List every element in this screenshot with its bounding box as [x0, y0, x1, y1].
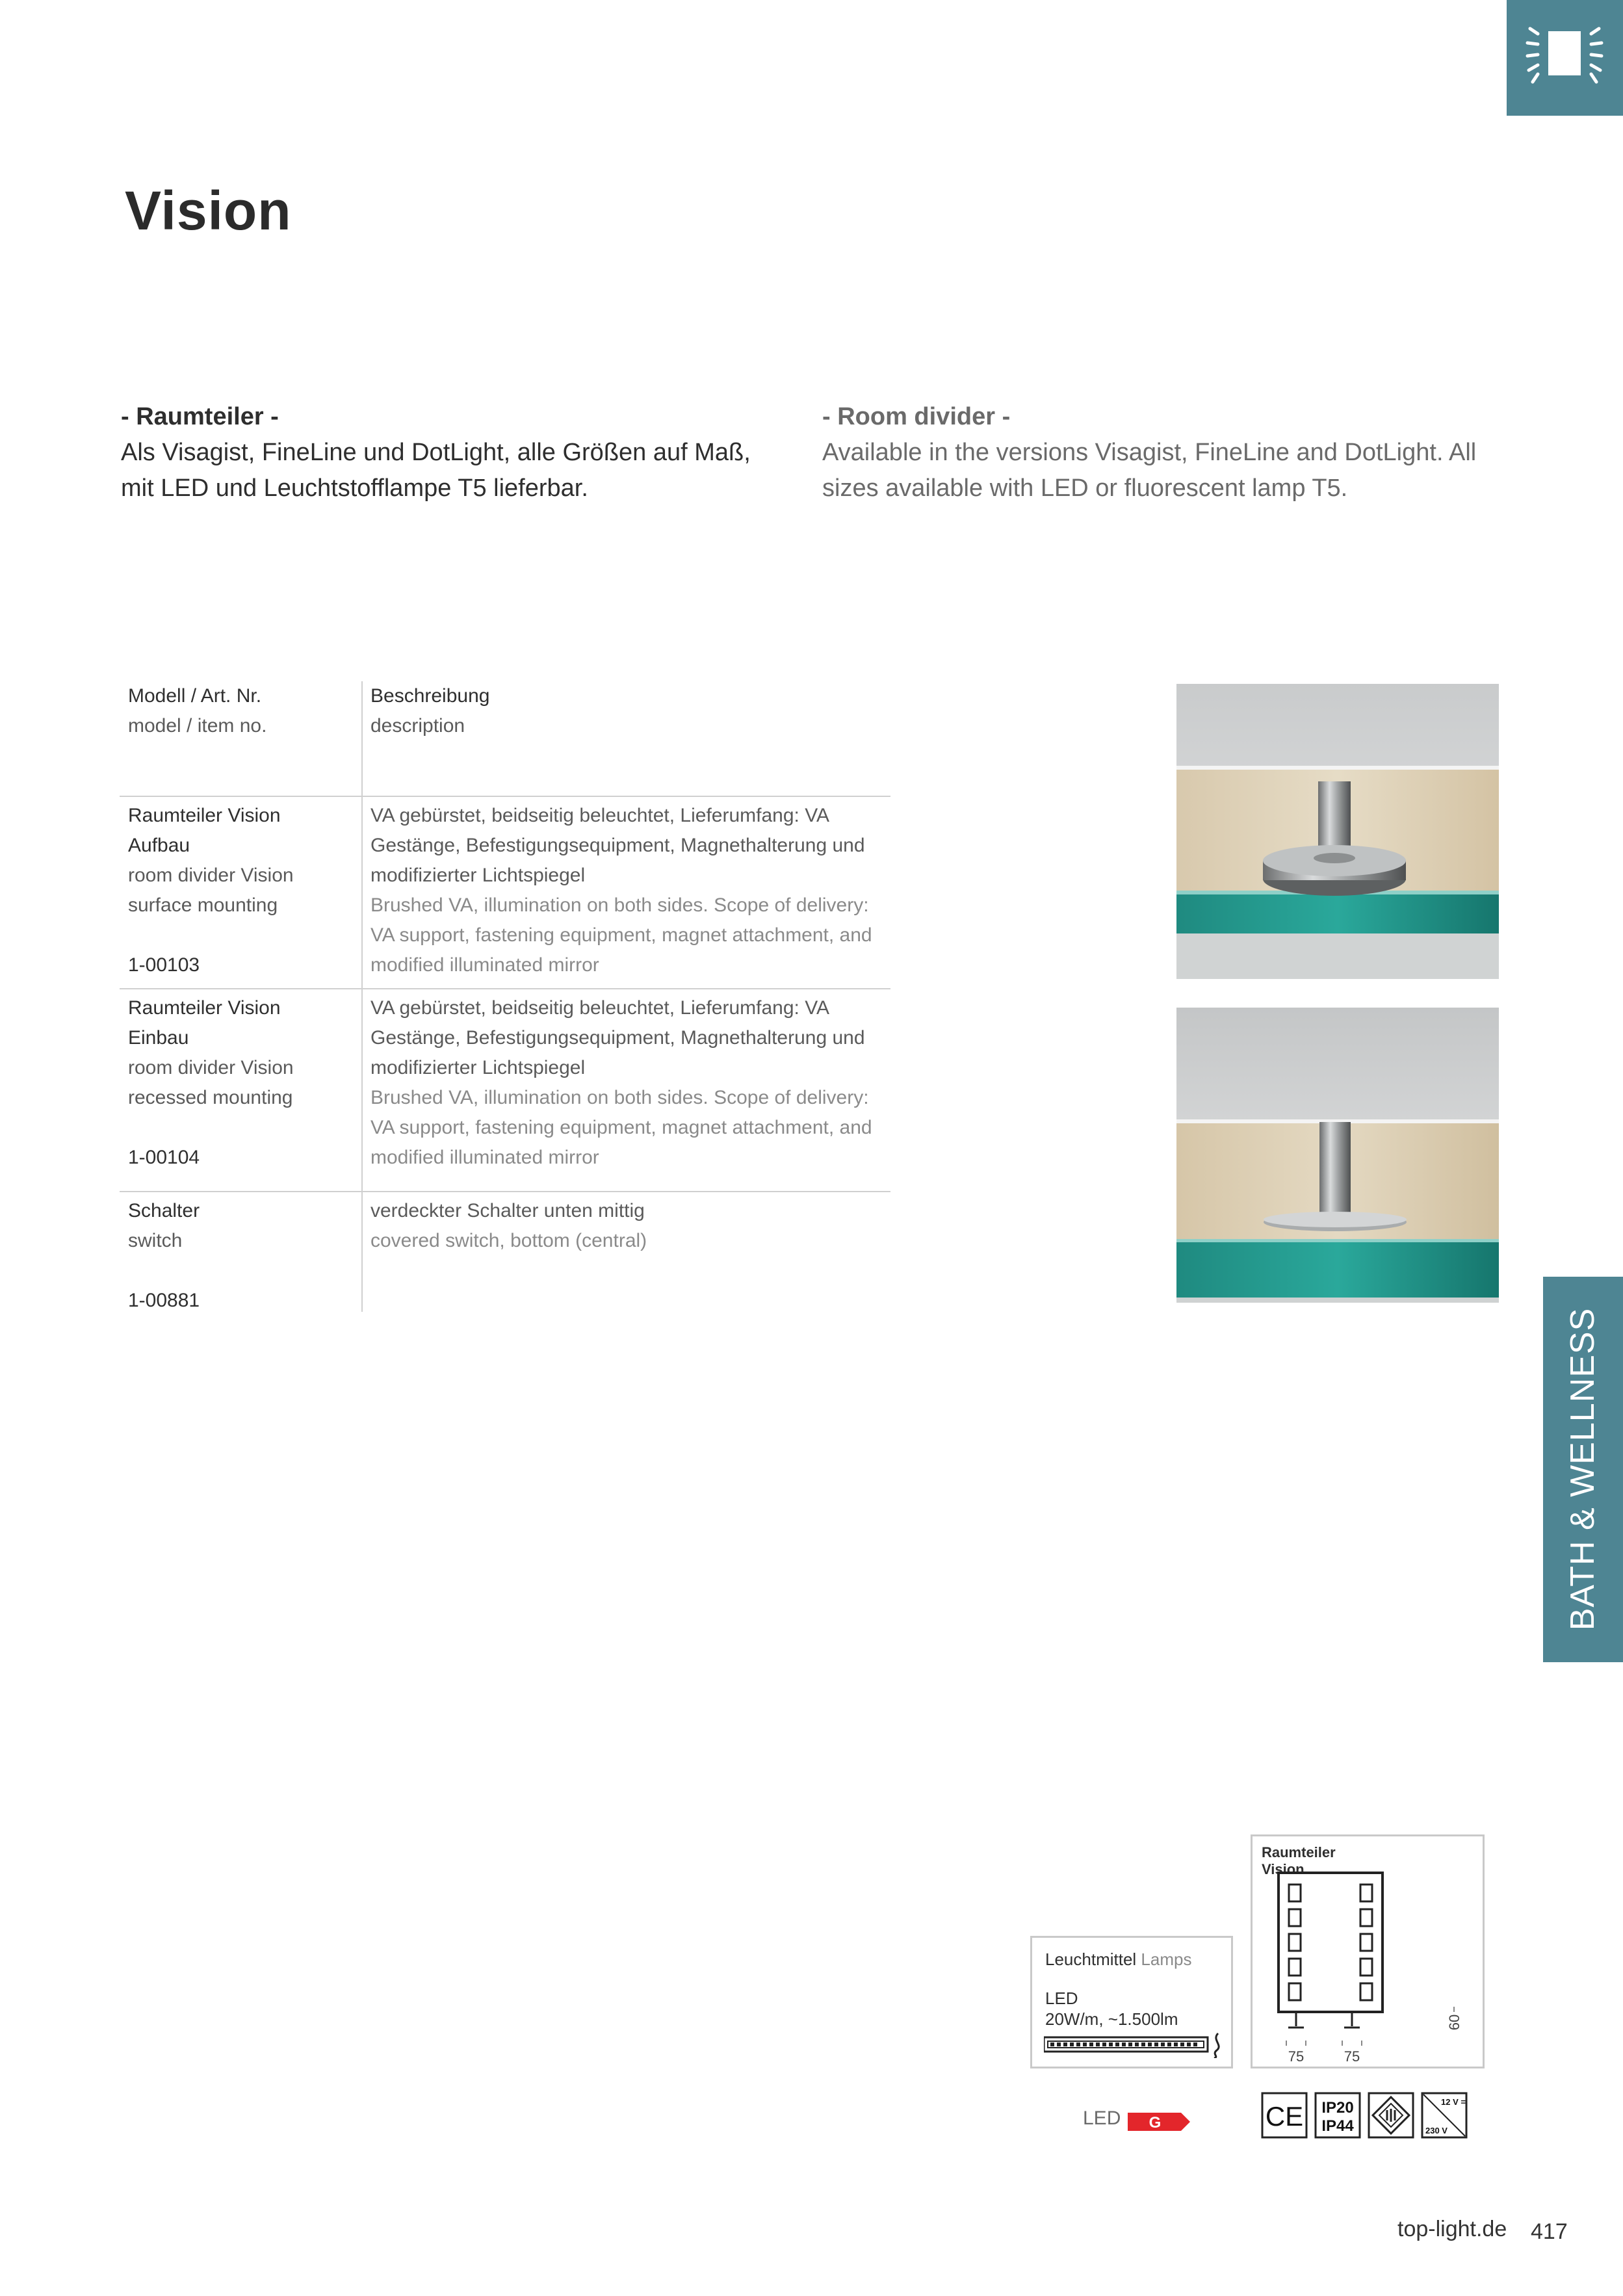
description-en: modified illuminated mirror [370, 954, 599, 976]
led-strip-icon [1044, 2032, 1226, 2058]
description-de: modifizierter Lichtspiegel [370, 1057, 586, 1078]
model-name-en: room divider Vision [128, 865, 294, 886]
intro-english-line: Available in the versions Visagist, FineLine and DotLight. All [822, 439, 1477, 466]
ip-rating-line: IP20 [1321, 2099, 1354, 2117]
table-row-model [128, 993, 352, 1173]
description-de: VA gebürstet, beidseitig beleuchtet, Lieferumfang: VA [370, 997, 829, 1019]
column-divider [361, 681, 363, 1312]
description-de: Gestänge, Befestigungsequipment, Magnethalterung und [370, 1027, 865, 1049]
protection-class-icon [1368, 2092, 1414, 2139]
product-photo-recessed-mounting [1176, 1008, 1499, 1303]
ce-mark-icon [1261, 2092, 1308, 2139]
item-number: 1-00103 [128, 954, 200, 976]
model-name-de: Einbau [128, 1027, 189, 1049]
lamp-info-title-de: Leuchtmittel [1045, 1950, 1137, 1969]
illuminated-mirror-icon [1507, 0, 1623, 116]
row-divider [120, 988, 890, 989]
row-divider [120, 1191, 890, 1192]
intro-english-line: sizes available with LED or fluorescent lamp T5. [822, 475, 1348, 502]
intro-german [121, 399, 790, 506]
table-header-description [370, 681, 890, 741]
model-name-de: Raumteiler Vision [128, 997, 281, 1019]
product-photo-surface-mounting [1176, 684, 1499, 979]
model-name-en: recessed mounting [128, 1087, 293, 1108]
description-en: VA support, fastening equipment, magnet attachment, and [370, 924, 872, 946]
lamp-info-title [1045, 1950, 1191, 1970]
model-name-de: Aufbau [128, 835, 190, 856]
description-de: VA gebürstet, beidseitig beleuchtet, Lieferumfang: VA [370, 805, 829, 826]
lamp-type: LED [1045, 1989, 1078, 2008]
side-category-tab [1543, 1277, 1623, 1662]
table-row-description [370, 993, 890, 1173]
description-en: VA support, fastening equipment, magnet attachment, and [370, 1117, 872, 1138]
lamp-info-box [1030, 1936, 1233, 2068]
dimension-width-left: 75 [1288, 2048, 1305, 2065]
model-name-en: room divider Vision [128, 1057, 294, 1078]
intro-german-line: Als Visagist, FineLine und DotLight, alle Größen auf Maß, [121, 439, 751, 466]
model-name-en: switch [128, 1230, 183, 1251]
description-de: verdeckter Schalter unten mittig [370, 1200, 645, 1221]
transformer-voltage-icon [1421, 2092, 1468, 2139]
model-name-de: Schalter [128, 1200, 200, 1221]
dimension-width-right: 75 [1344, 2048, 1360, 2065]
side-category-label: BATH & WELLNESS [1564, 1307, 1602, 1631]
description-de: Gestänge, Befestigungsequipment, Magnethalterung und [370, 835, 865, 856]
dimension-height: 60 [1446, 2014, 1462, 2031]
ce-mark-text: CE [1265, 2101, 1304, 2132]
item-number: 1-00881 [128, 1290, 200, 1311]
model-name-de: Raumteiler Vision [128, 805, 281, 826]
header-model-en: model / item no. [128, 715, 267, 737]
energy-class-letter: G [1149, 2114, 1162, 2132]
intro-english [822, 399, 1492, 506]
dimension-name-line: Vision [1262, 1861, 1305, 1877]
ip-rating-line: IP44 [1321, 2117, 1354, 2135]
lamp-spec: 20W/m, ~1.500lm [1045, 2009, 1178, 2029]
intro-german-line: mit LED und Leuchtstofflampe T5 lieferbar. [121, 475, 588, 502]
voltage-output: 12 V = [1441, 2097, 1466, 2107]
footer-website: top-light.de [1397, 2217, 1507, 2241]
header-description-en: description [370, 715, 465, 737]
energy-label-text: LED [1083, 2107, 1121, 2129]
header-description-de: Beschreibung [370, 685, 490, 707]
intro-english-heading: - Room divider - [822, 403, 1011, 430]
dimension-box [1251, 1834, 1485, 2068]
description-en: covered switch, bottom (central) [370, 1230, 647, 1251]
table-row-description [370, 1196, 890, 1256]
table-row-model [128, 1196, 352, 1316]
voltage-input: 230 V [1425, 2126, 1448, 2135]
description-en: modified illuminated mirror [370, 1147, 599, 1168]
dimension-name-line: Raumteiler [1262, 1844, 1336, 1860]
intro-german-heading: - Raumteiler - [121, 403, 279, 430]
table-header-model [128, 681, 352, 741]
item-number: 1-00104 [128, 1147, 200, 1168]
description-de: modifizierter Lichtspiegel [370, 865, 586, 886]
room-divider-dimension-drawing [1253, 1836, 1487, 2070]
table-row-description [370, 801, 890, 980]
lamp-info-title-en: Lamps [1141, 1950, 1192, 1969]
description-en: Brushed VA, illumination on both sides. Scope of delivery: [370, 894, 869, 916]
table-row-model [128, 801, 352, 980]
header-model-de: Modell / Art. Nr. [128, 685, 262, 707]
model-name-en: surface mounting [128, 894, 278, 916]
ip-rating-icon [1314, 2092, 1361, 2139]
category-tab [1507, 0, 1623, 116]
row-divider [120, 796, 890, 797]
description-en: Brushed VA, illumination on both sides. Scope of delivery: [370, 1087, 869, 1108]
page-number: 417 [1531, 2219, 1568, 2244]
energy-class-arrow [1128, 2110, 1193, 2133]
page-title: Vision [125, 180, 292, 241]
